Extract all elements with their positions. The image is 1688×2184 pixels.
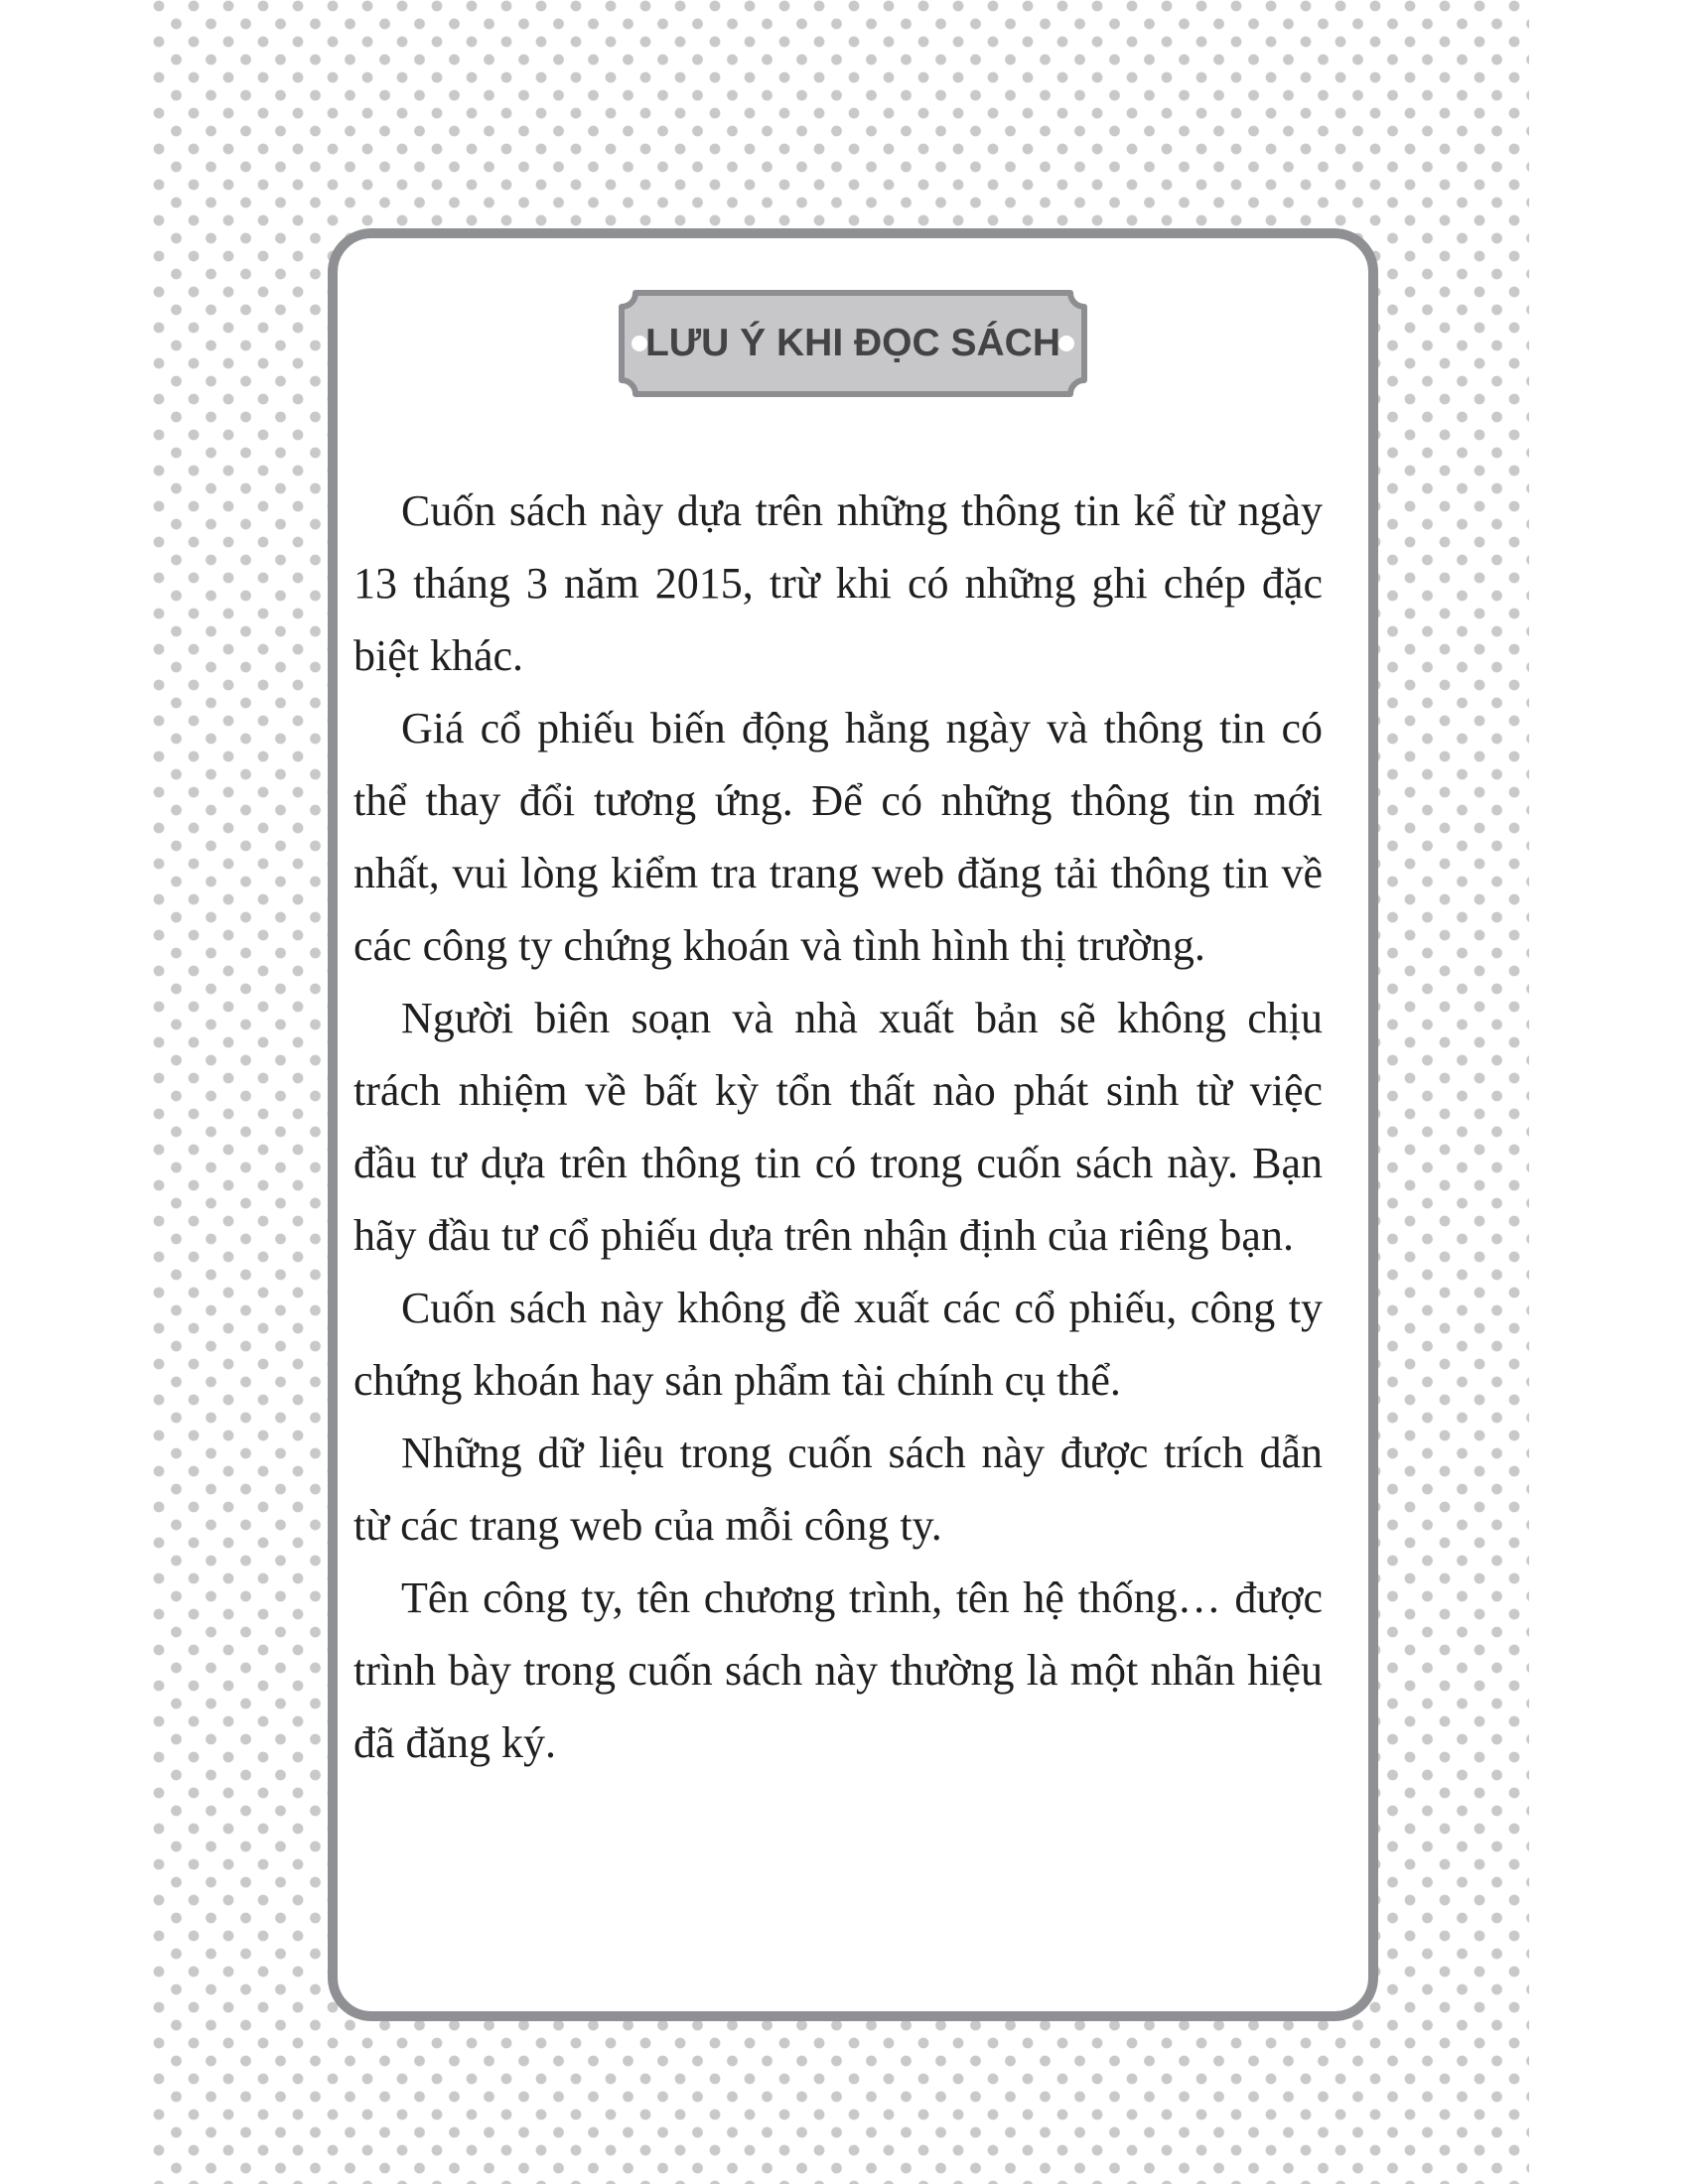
paragraph-6: Tên công ty, tên chương trình, tên hệ thống… được trình bày trong cuốn sách này thường là một nhãn hiệu đã đăng ký.	[353, 1573, 1323, 1767]
paragraph-4: Cuốn sách này không đề xuất các cổ phiếu, công ty chứng khoán hay sản phẩm tài chính cụ thể.	[353, 1284, 1323, 1405]
notice-text	[338, 238, 1368, 1779]
paragraph-2: Giá cổ phiếu biến động hằng ngày và thông tin có thể thay đổi tương ứng. Để có những thông tin mới nhất, vui lòng kiểm tra trang web đăng tải thông tin về các công ty chứng khoán và tình hình thị trường.	[353, 704, 1323, 970]
notice-box	[328, 228, 1378, 2021]
page-title: LƯU Ý KHI ĐỌC SÁCH	[644, 322, 1061, 364]
paragraph-5: Những dữ liệu trong cuốn sách này được trích dẫn từ các trang web của mỗi công ty.	[353, 1429, 1323, 1550]
paragraph-3: Người biên soạn và nhà xuất bản sẽ không chịu trách nhiệm về bất kỳ tổn thất nào phát sinh từ việc đầu tư dựa trên thông tin có trong cuốn sách này. Bạn hãy đầu tư cổ phiếu dựa trên nhận định của riêng bạn.	[353, 994, 1323, 1260]
paragraph-1: Cuốn sách này dựa trên những thông tin kể từ ngày 13 tháng 3 năm 2015, trừ khi có những ghi chép đặc biệt khác.	[353, 486, 1323, 680]
